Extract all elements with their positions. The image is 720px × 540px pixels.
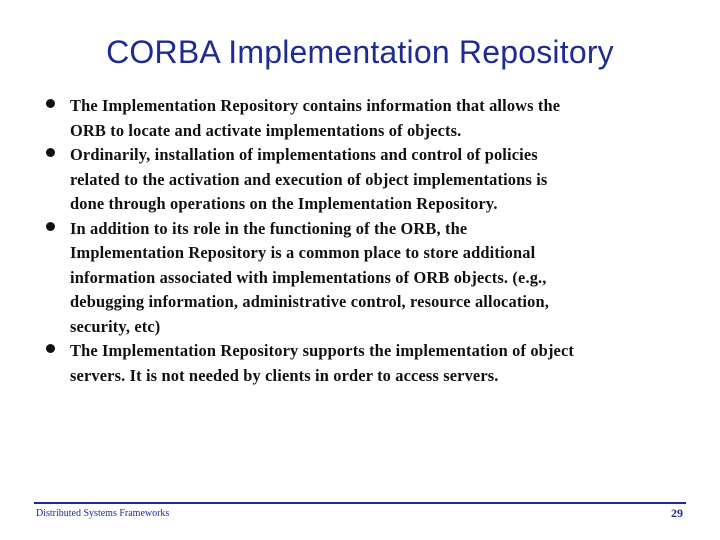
footer-course-name: Distributed Systems Frameworks	[36, 508, 170, 519]
bullet-dot-icon	[46, 222, 55, 231]
bullet-line: The Implementation Repository contains information that allows the	[70, 96, 561, 115]
bullet-dot-icon	[46, 344, 55, 353]
bullet-line: information associated with implementations of ORB objects. (e.g.,	[70, 267, 547, 287]
bullet-line: debugging information, administrative control, resource allocation,	[70, 292, 549, 311]
bullet-line: related to the activation and execution of object implementations is	[70, 169, 548, 189]
bullet-dot-icon	[46, 99, 55, 108]
bullet-line: done through operations on the Implementation Repository.	[70, 194, 498, 213]
bullet-list	[44, 94, 684, 388]
bullet-line: ORB to locate and activate implementations of objects.	[70, 120, 462, 140]
bullet-item	[44, 217, 684, 340]
bullet-item	[44, 339, 684, 388]
bullet-line: Implementation Repository is a common place to store additional	[70, 243, 536, 262]
bullet-dot-icon	[46, 148, 55, 157]
bullet-item	[44, 143, 684, 217]
bullet-line: security, etc)	[70, 316, 161, 336]
slide-title: CORBA Implementation Repository	[106, 34, 614, 70]
bullet-line: The Implementation Repository supports the implementation of object	[70, 341, 575, 360]
footer-divider	[34, 502, 686, 504]
page-number: 29	[671, 506, 683, 520]
bullet-line: In addition to its role in the functioning of the ORB, the	[70, 218, 468, 238]
bullet-item	[44, 94, 684, 143]
bullet-line: Ordinarily, installation of implementations and control of policies	[70, 145, 538, 164]
bullet-line: servers. It is not needed by clients in order to access servers.	[70, 365, 499, 385]
